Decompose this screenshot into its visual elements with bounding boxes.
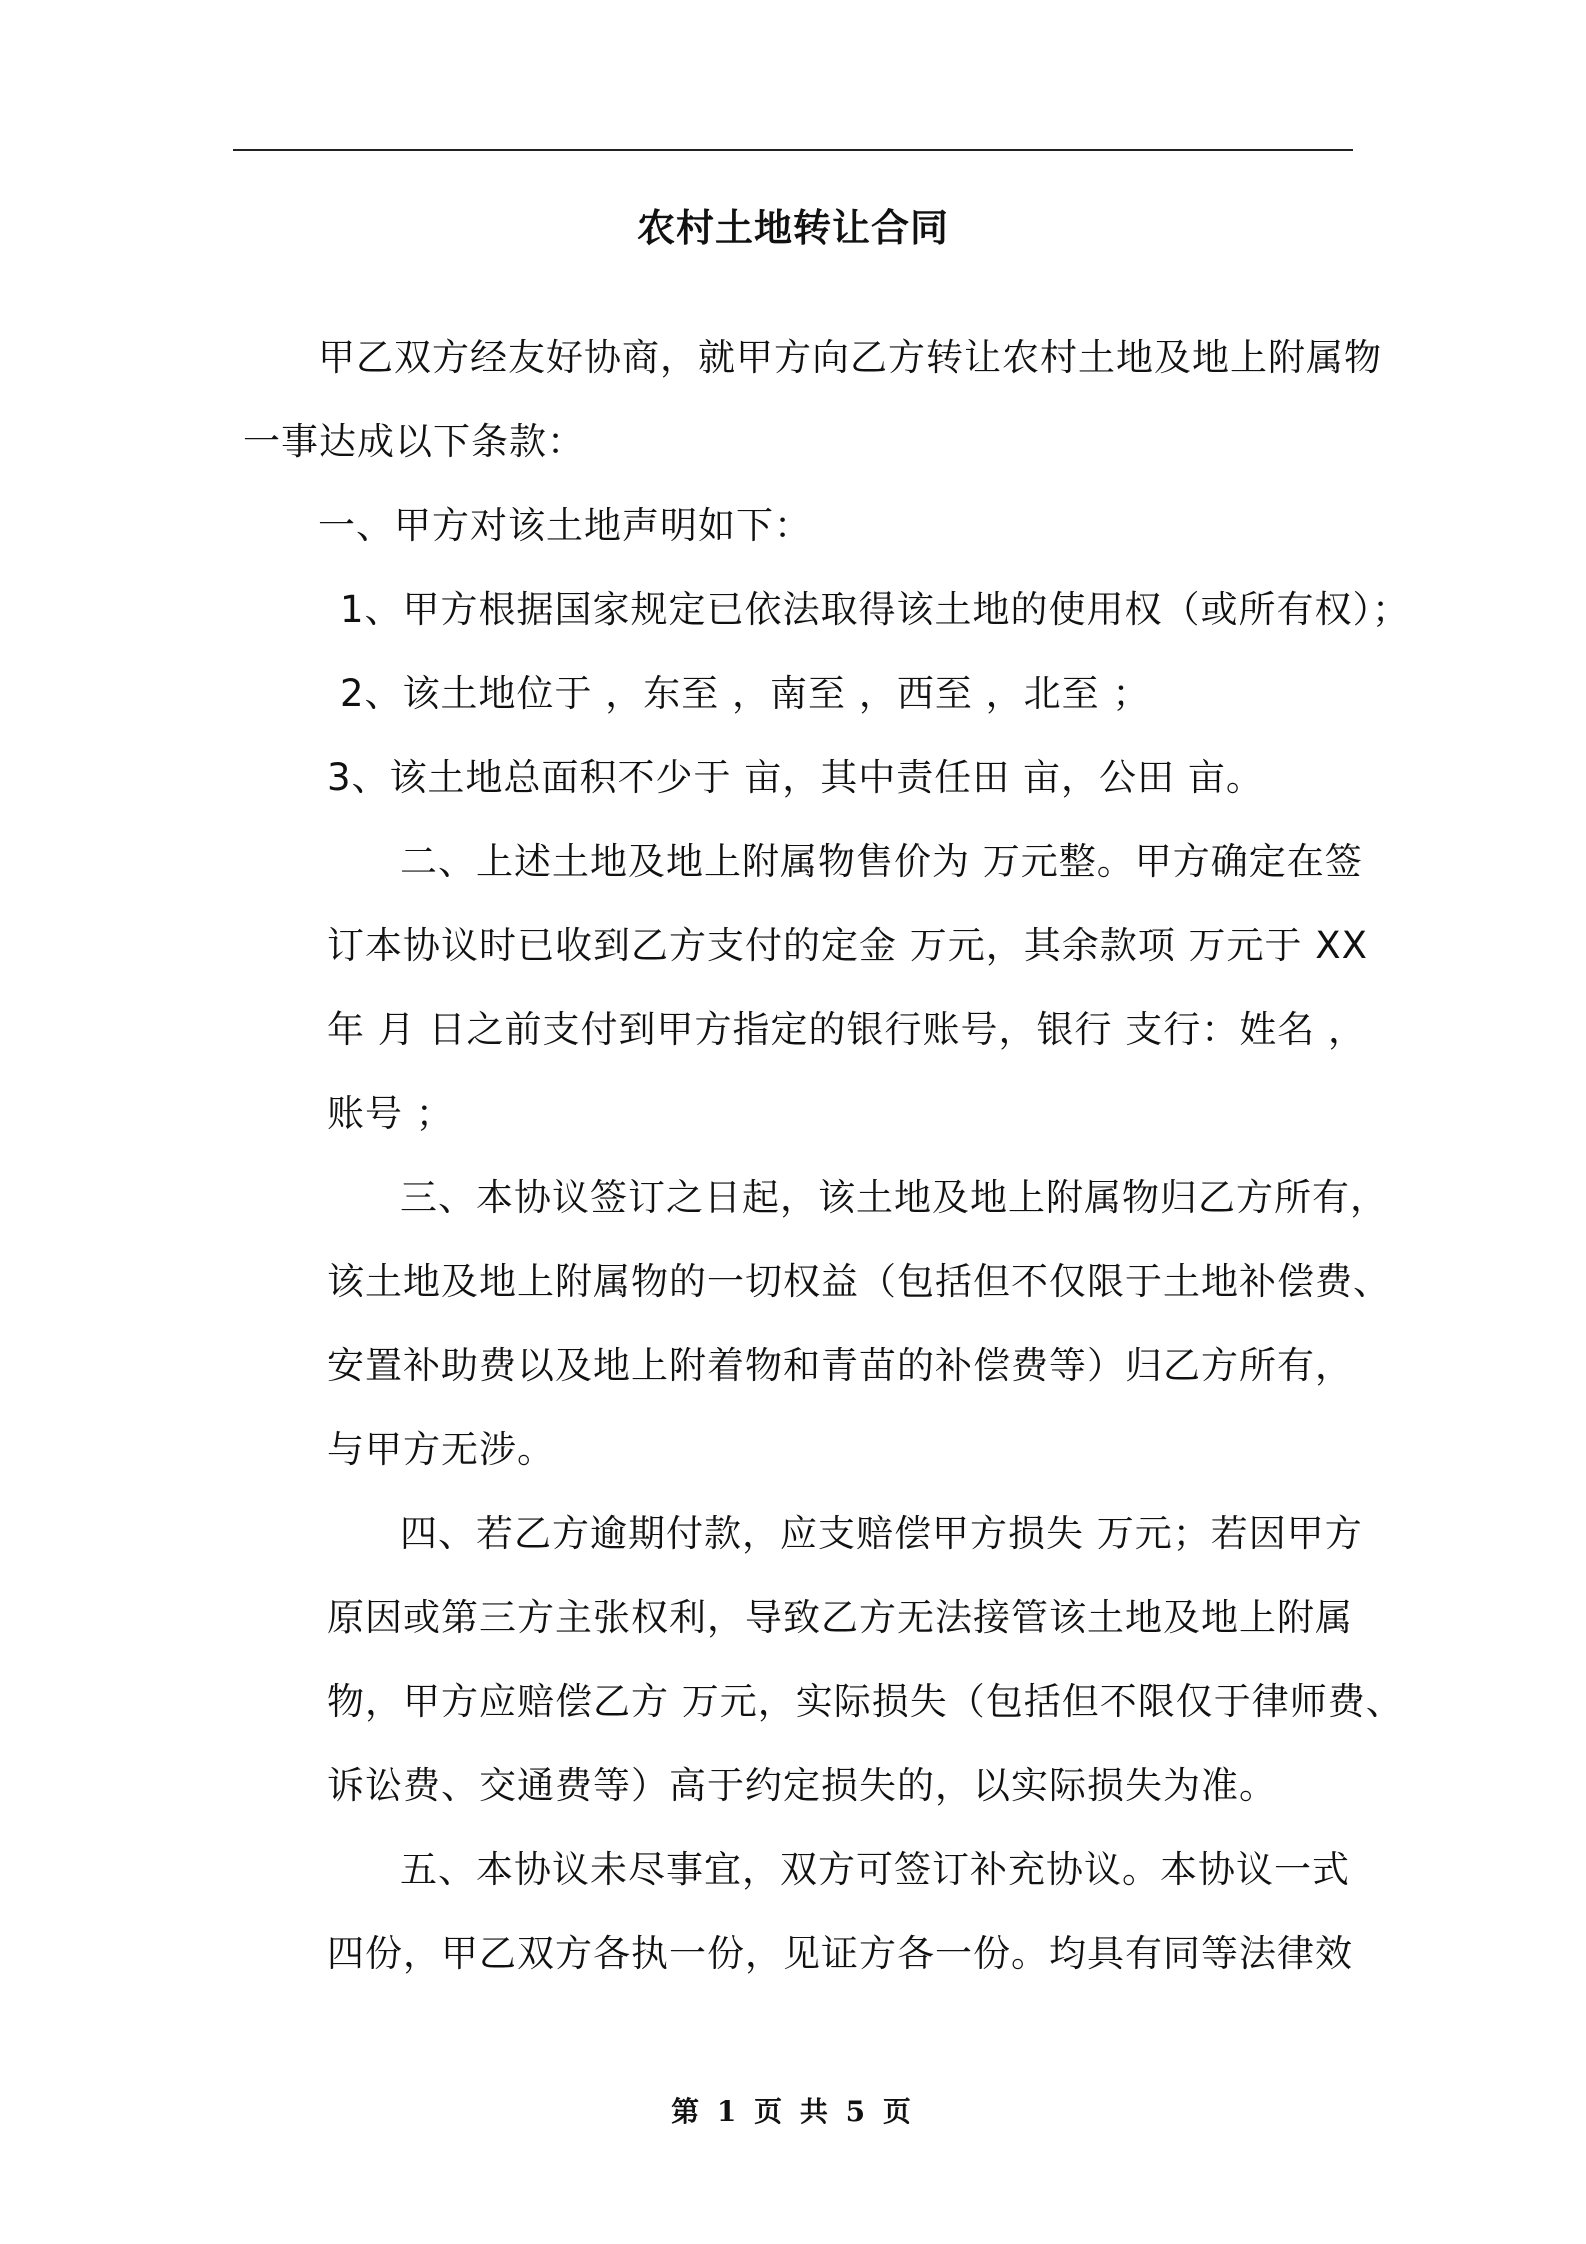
paragraph-line: 物，甲方应赔偿乙方 万元，实际损失（包括但不限仅于律师费、 xyxy=(327,1680,1404,1723)
page-number: 第 1 页 共 5 页 xyxy=(671,2095,915,2128)
header-rule xyxy=(233,149,1353,151)
paragraph-line: 2、该土地位于 ，东至 ，南至 ，西至 ，北至 ； xyxy=(340,672,1151,715)
paragraph-line: 1、甲方根据国家规定已依法取得该土地的使用权（或所有权）； xyxy=(340,588,1411,631)
section-heading: 一、甲方对该土地声明如下： xyxy=(318,504,812,547)
paragraph-line: 甲乙双方经友好协商，就甲方向乙方转让农村土地及地上附属物 xyxy=(318,336,1382,379)
paragraph-line: 一事达成以下条款： xyxy=(243,420,585,463)
paragraph-line: 原因或第三方主张权利，导致乙方无法接管该土地及地上附属 xyxy=(327,1596,1353,1639)
paragraph-line: 该土地及地上附属物的一切权益（包括但不仅限于土地补偿费、 xyxy=(327,1260,1391,1303)
paragraph-line: 诉讼费、交通费等）高于约定损失的，以实际损失为准。 xyxy=(327,1764,1277,1807)
section-heading: 五、本协议未尽事宜，双方可签订补充协议。本协议一式 xyxy=(400,1848,1350,1891)
paragraph-line: 与甲方无涉。 xyxy=(327,1428,555,1471)
section-heading: 二、上述土地及地上附属物售价为 万元整。甲方确定在签 xyxy=(400,840,1363,883)
paragraph-line: 订本协议时已收到乙方支付的定金 万元，其余款项 万元于 XX xyxy=(327,924,1368,967)
paragraph-line: 安置补助费以及地上附着物和青苗的补偿费等）归乙方所有， xyxy=(327,1344,1353,1387)
section-heading: 三、本协议签订之日起，该土地及地上附属物归乙方所有， xyxy=(400,1176,1388,1219)
paragraph-line: 账号 ； xyxy=(327,1092,454,1135)
document-title: 农村土地转让合同 xyxy=(636,206,949,250)
paragraph-line: 3、该土地总面积不少于 亩，其中责任田 亩，公田 亩。 xyxy=(327,756,1264,799)
section-heading: 四、若乙方逾期付款，应支赔偿甲方损失 万元；若因甲方 xyxy=(400,1512,1363,1555)
paragraph-line: 年 月 日之前支付到甲方指定的银行账号，银行 支行：姓名 ， xyxy=(327,1008,1367,1051)
paragraph-line: 四份，甲乙双方各执一份，见证方各一份。均具有同等法律效 xyxy=(327,1932,1353,1975)
